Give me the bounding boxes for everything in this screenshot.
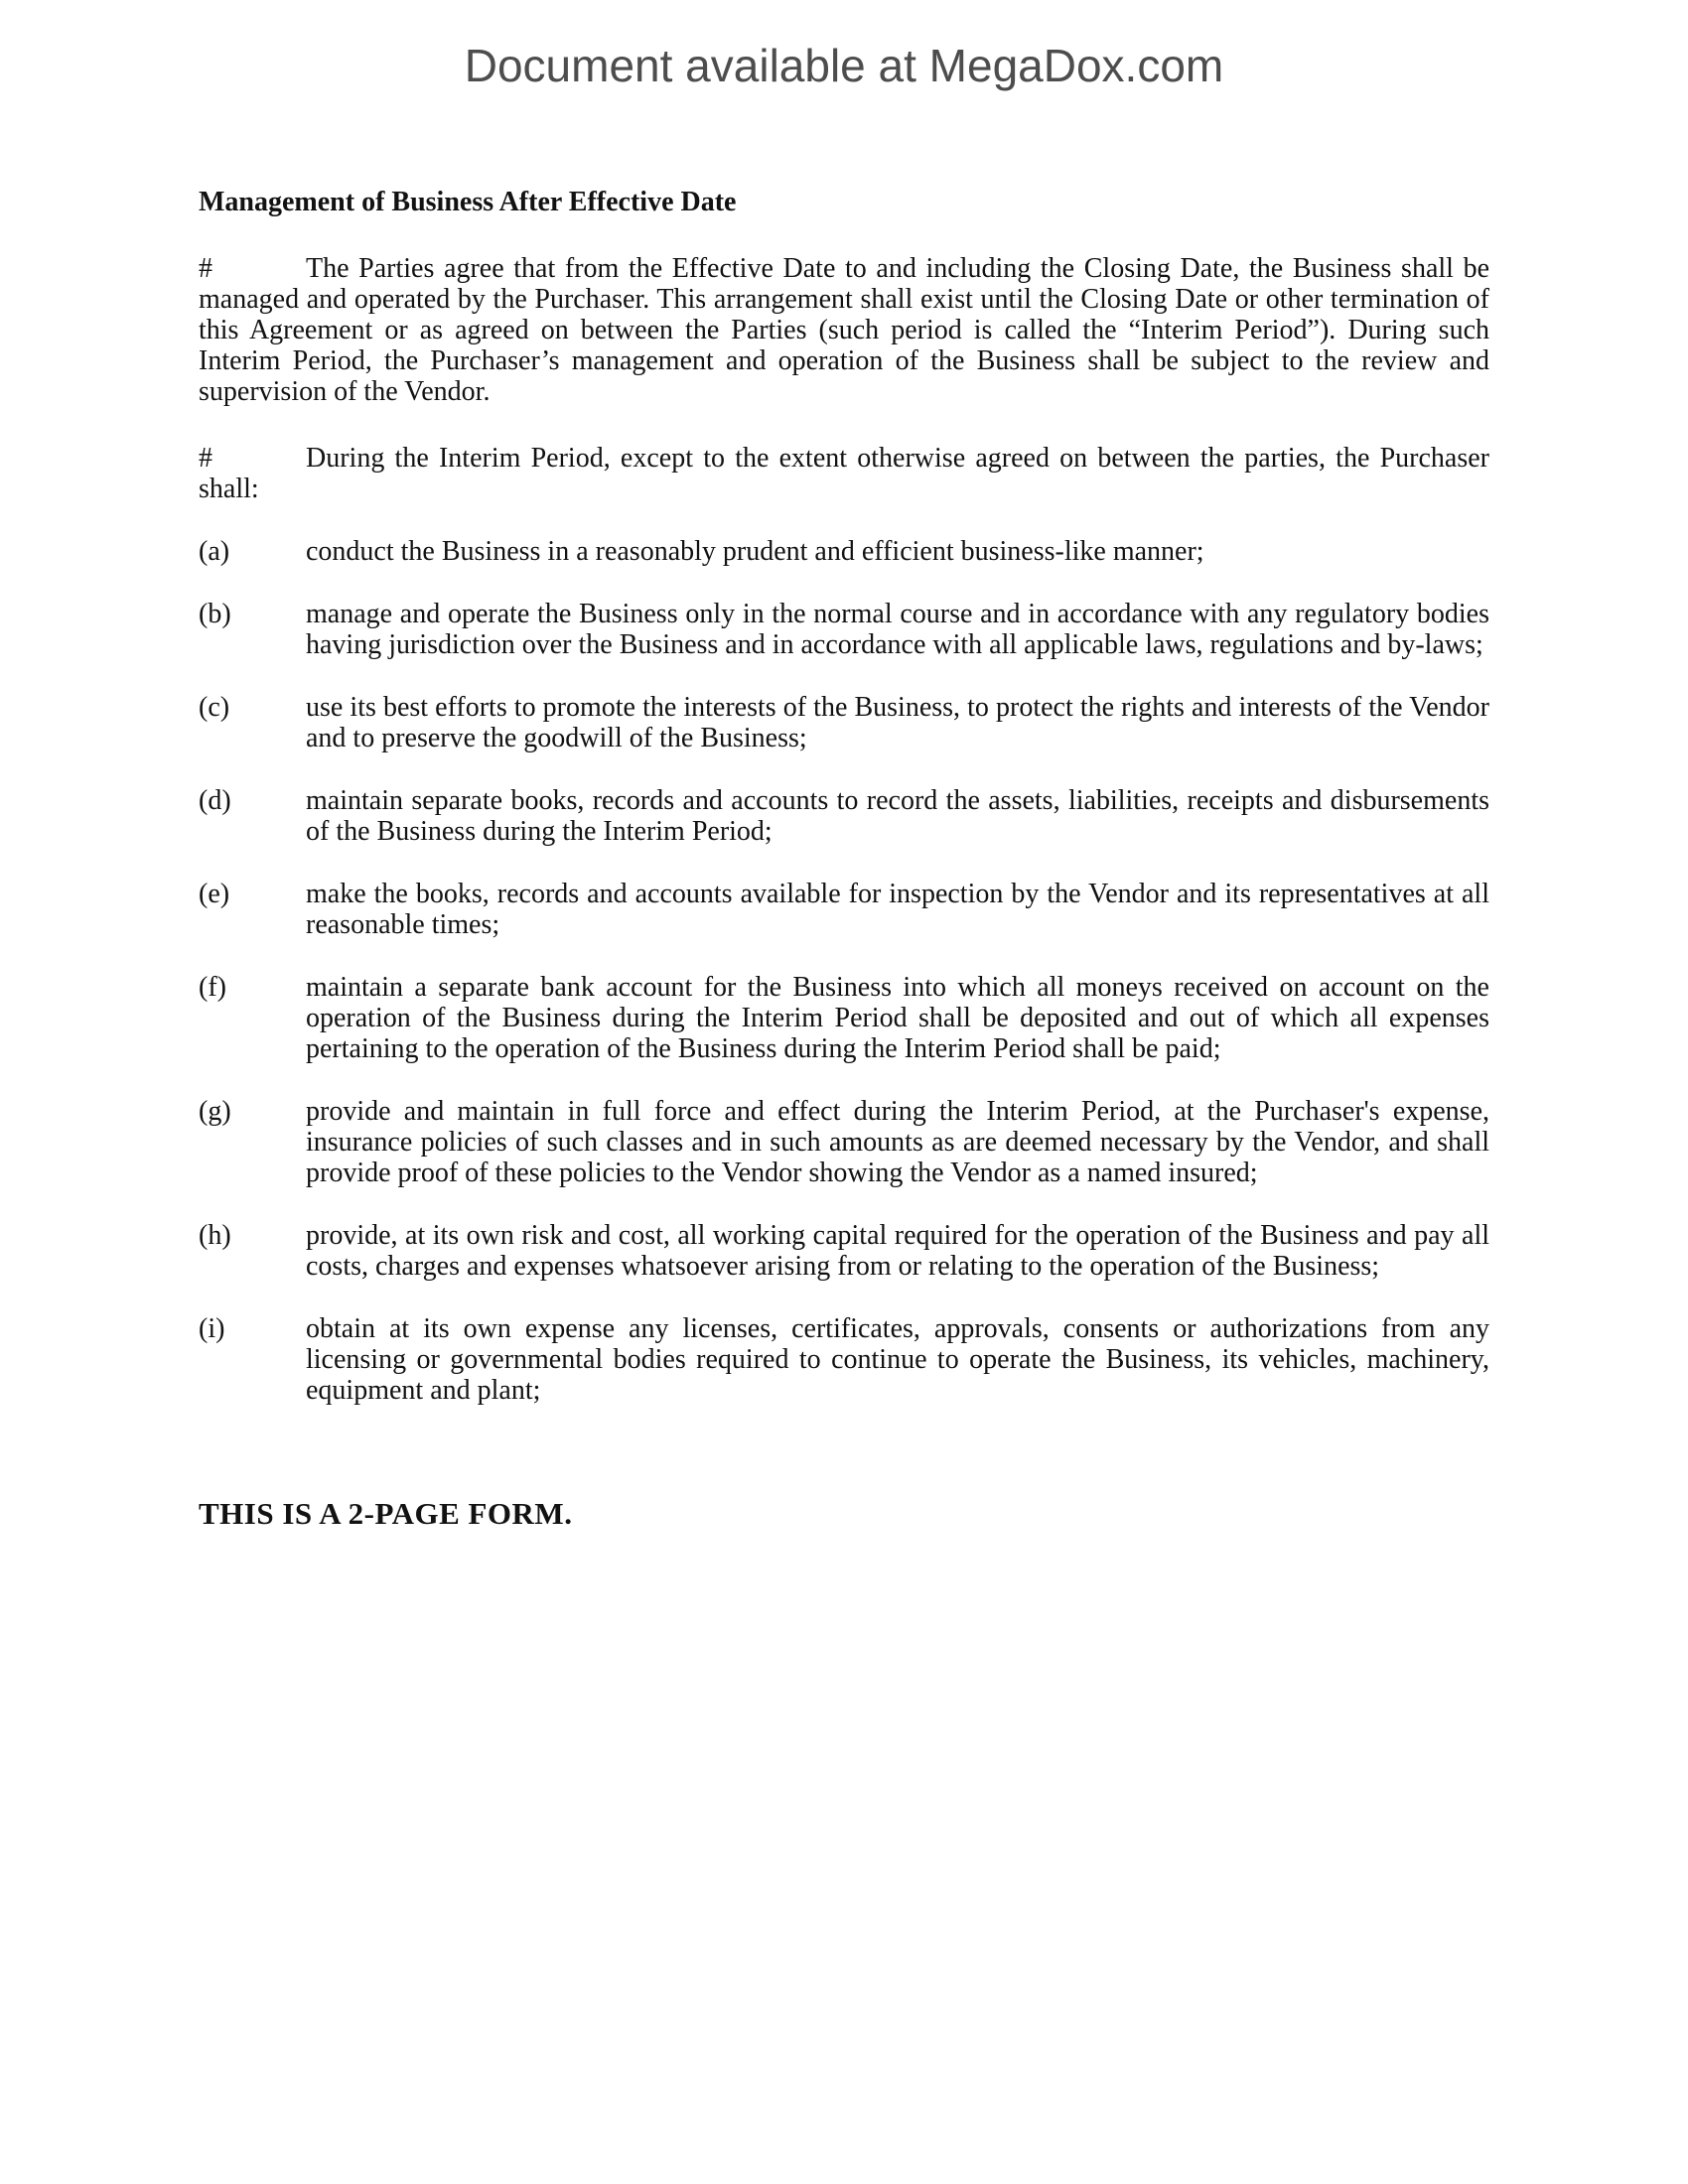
list-item-f (199, 972, 1489, 1064)
list-item-text: obtain at its own expense any licenses, certificates, approvals, consents or authorizations from any licensing or governmental bodies required to continue to operate the Business, its vehicles, machinery, equipment and plant; (306, 1313, 1489, 1406)
list-item-label: (i) (199, 1313, 225, 1344)
list-item-text: use its best efforts to promote the interests of the Business, to protect the rights and interests of the Vendor and to preserve the goodwill of the Business; (306, 692, 1489, 753)
page-count-note: THIS IS A 2-PAGE FORM. (199, 1496, 573, 1531)
section-heading: Management of Business After Effective Date (199, 187, 737, 217)
list-item-a (199, 536, 1489, 567)
list-item-label: (f) (199, 972, 226, 1003)
list-item-label: (e) (199, 879, 230, 909)
list-item-text: make the books, records and accounts available for inspection by the Vendor and its representatives at all reasonable times; (306, 879, 1489, 940)
list-item-i (199, 1313, 1489, 1406)
list-item-label: (a) (199, 536, 230, 567)
list-item-text: maintain a separate bank account for the Business into which all moneys received on account on the operation of the Business during the Interim Period shall be deposited and out of which all expenses pertaining to the operation of the Business during the Interim Period shall be paid; (306, 972, 1489, 1064)
clause-paragraph-1 (199, 253, 1489, 407)
list-item-label: (g) (199, 1096, 231, 1127)
list-item-text: provide and maintain in full force and effect during the Interim Period, at the Purchaser's expense, insurance policies of such classes and in such amounts as are deemed necessary by the Vendor, and shall provide proof of these policies to the Vendor showing the Vendor as a named insured; (306, 1096, 1489, 1188)
list-item-text: conduct the Business in a reasonably prudent and efficient business-like manner; (306, 536, 1204, 567)
list-item-b (199, 599, 1489, 660)
list-item-label: (h) (199, 1220, 231, 1251)
site-banner: Document available at MegaDox.com (464, 40, 1224, 91)
list-item-h (199, 1220, 1489, 1282)
clause-number-placeholder: # (199, 253, 212, 284)
document-content (0, 187, 1688, 1531)
clause-number-placeholder: # (199, 443, 212, 474)
list-item-label: (d) (199, 785, 231, 816)
list-item-label: (c) (199, 692, 230, 723)
list-item-text: maintain separate books, records and accounts to record the assets, liabilities, receipts and disbursements of the Business during the Interim Period; (306, 785, 1489, 847)
clause-paragraph-2 (199, 443, 1489, 504)
list-item-e (199, 879, 1489, 940)
list-item-label: (b) (199, 599, 231, 629)
clause-paragraph-2-text: During the Interim Period, except to the extent otherwise agreed on between the parties, the Purchaser shall: (199, 443, 1489, 504)
list-item-g (199, 1096, 1489, 1188)
list-item-c (199, 692, 1489, 753)
clause-paragraph-1-text: The Parties agree that from the Effective Date to and including the Closing Date, the Business shall be managed and operated by the Purchaser. This arrangement shall exist until the Closing Date or other termination of this Agreement or as agreed on between the Parties (such period is called the “Interim Period”). During such Interim Period, the Purchaser’s management and operation of the Business shall be subject to the review and supervision of the Vendor. (199, 253, 1489, 407)
list-item-text: manage and operate the Business only in the normal course and in accordance with any regulatory bodies having jurisdiction over the Business and in accordance with all applicable laws, regulations and by-laws; (306, 599, 1489, 660)
list-item-text: provide, at its own risk and cost, all working capital required for the operation of the Business and pay all costs, charges and expenses whatsoever arising from or relating to the operation of the Business; (306, 1220, 1489, 1282)
list-item-d (199, 785, 1489, 847)
